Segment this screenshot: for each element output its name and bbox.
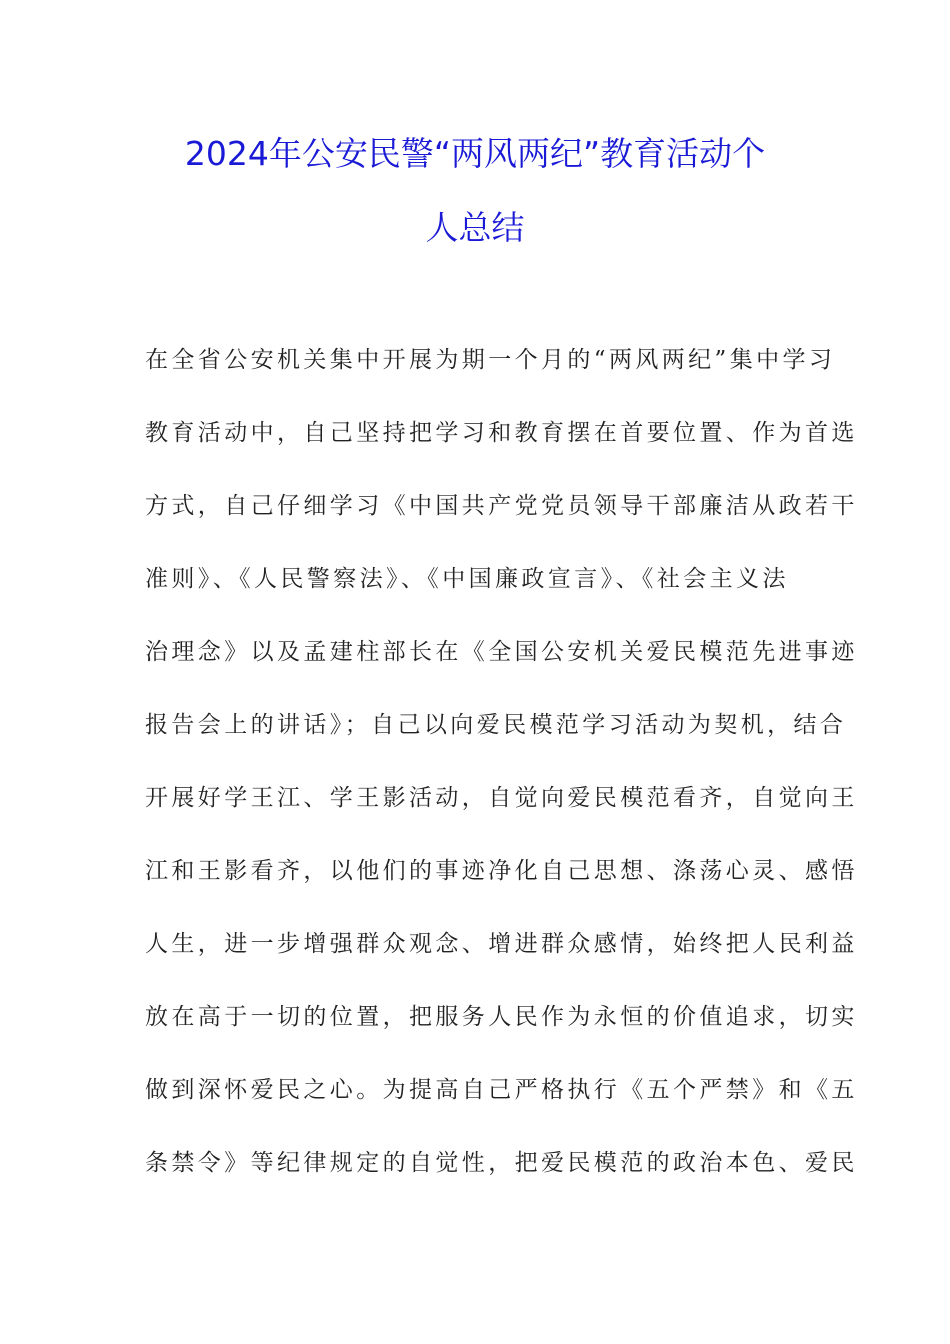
body-line-4: 准则》、《人民警察法》、《中国廉政宣言》、《社会主义法	[145, 566, 789, 592]
body-line-6: 报告会上的讲话》；自己以向爱民模范学习活动为契机，结合	[145, 712, 847, 738]
body-line-8: 江和王影看齐，以他们的事迹净化自己思想、涤荡心灵、感悟	[145, 858, 858, 884]
body-line-1: 在全省公安机关集中开展为期一个月的“两风两纪”集中学习	[145, 347, 836, 373]
body-line-2: 教育活动中，自己坚持把学习和教育摆在首要位置、作为首选	[145, 420, 858, 446]
body-line-5: 治理念》以及孟建柱部长在《全国公安机关爱民模范先进事迹	[145, 639, 858, 665]
body-line-9: 人生，进一步增强群众观念、增进群众感情，始终把人民利益	[145, 931, 858, 957]
body-line-12: 条禁令》等纪律规定的自觉性，把爱民模范的政治本色、爱民	[145, 1150, 858, 1176]
document-title-line-1: 2024年公安民警“两风两纪”教育活动个	[184, 134, 766, 173]
body-line-11: 做到深怀爱民之心。为提高自己严格执行《五个严禁》和《五	[145, 1077, 858, 1103]
body-line-10: 放在高于一切的位置，把服务人民作为永恒的价值追求，切实	[145, 1004, 858, 1030]
document-title-line-2: 人总结	[425, 208, 525, 247]
body-line-7: 开展好学王江、学王影活动，自觉向爱民模范看齐，自觉向王	[145, 785, 858, 811]
body-line-3: 方式，自己仔细学习《中国共产党党员领导干部廉洁从政若干	[145, 493, 858, 519]
